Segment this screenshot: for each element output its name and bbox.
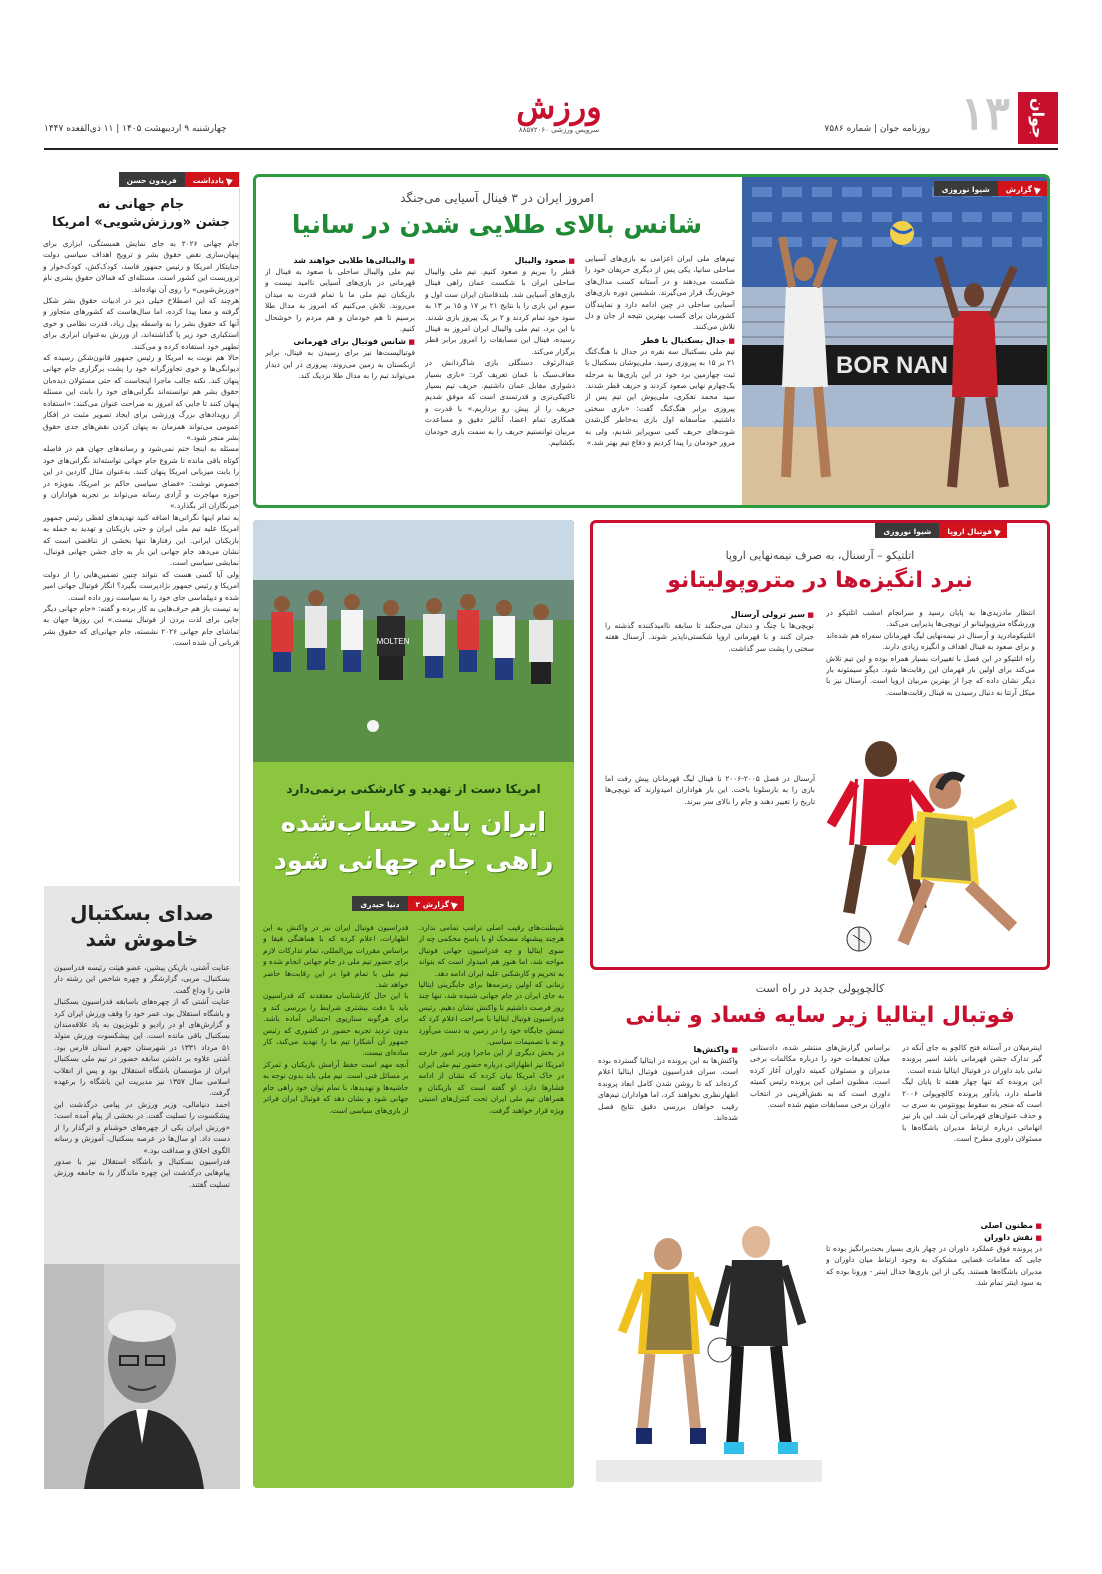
obituary-paragraph: فدراسیون بسکتبال و باشگاه استقلال نیز با صدور پیام‌هایی درگذشت این چهره ماندگار را به جامعه ورزش تسلیت گفتند. (54, 1156, 230, 1189)
europa-tag (875, 523, 1007, 538)
story-paragraph: توپچی‌ها با چنگ و دندان می‌جنگند تا سابقه ناامیدکننده گذشته را جبران کنند و با قهرمانی اروپا شکستی‌ناپذیر شوند. آرسنال هفته سختی را پشت سر گذاشت. (605, 621, 814, 653)
text-column (598, 1042, 738, 1212)
iran-story-columns (263, 922, 564, 1478)
subheading: ■ مظنون اصلی (826, 1221, 1042, 1230)
section-name: ورزش (516, 88, 602, 126)
subheading: ■ سیر تزولی آرسنال (605, 610, 814, 619)
story-paragraph: شیطنت‌های رقیب اصلی ترامپ تمامی ندارد. هرچند پیشنهاد مضحک او با پاسخ محکمی چه از سوی ایتالیا و چه فدراسیون جهانی فوتبال مواجه شد، اما هنوز هم امیدوار است که بتواند به تحریم و کارشکنی علیه ایران ادامه دهد. (418, 923, 564, 978)
page-header (44, 86, 1058, 150)
shirt-text: MOLTEN (376, 637, 410, 646)
note-tag (119, 172, 239, 187)
note-tag-label: یادداشت (192, 176, 224, 185)
arsenal-match-photo (817, 713, 1037, 963)
top-story-tag (934, 181, 1047, 196)
subheading: ■ واکنش‌ها (598, 1045, 738, 1054)
italy-kicker: کالچوپولی جدید در راه است (755, 982, 885, 995)
story-paragraph: عبدالرئوف دستگلی بازی شاگردانش در معاف‌سبک با عمان تعریف کرد: «بازی بسیار دشواری مقابل عمان داشتیم. حریف تیم بسیار تاکتیکی‌تری و قدرتمندی است که موفق شدیم حریف را از پیش رو برداریم.» با قدرت و همکاری تمام اعضا، آنالیز دقیق و مساعدت مربیان توانستیم حریف را به سمت بازی خودمان بکشانیم. (425, 358, 575, 448)
story-paragraph: تیم ملی بسکتبال سه نفره در جدال با هنگ‌کنگ ۲۱ بر ۱۵ به پیروزی رسید. ملی‌پوشان بسکتبال با ثبت چهارمین برد خود در این بازی‌ها به مرحله یک‌چهارم نهایی صعود کردند و حریف قطر شدند. سید محمد تفکری، ملی‌پوش این تیم پس از پیروزی برابر هنگ‌کنگ گفت: «بازی سختی داشتیم. متأسفانه اول بازی به‌خاطر گل‌شدن شوت‌های حریف کمی سوپرایز شدیم، ولی به مرور خودمان را پیدا کردیم و دفاع تیم بهتر شد.» (585, 346, 735, 448)
text-column (585, 253, 735, 501)
flag-icon (994, 527, 1002, 537)
europa-kicker: اتلتیکو – آرسنال، به صرف نیمه‌نهایی اروپا (725, 549, 915, 562)
iran-story-tag (352, 896, 464, 911)
europa-story-box (590, 520, 1050, 970)
note-column (44, 172, 240, 882)
subheading: ■ شانس فوتبال برای قهرمانی (265, 337, 415, 346)
text-column (605, 607, 814, 767)
top-story-title: شانس بالای طلایی شدن در سانیا (291, 210, 703, 239)
text-column (750, 1042, 890, 1212)
note-paragraph: مسئله به اینجا ختم نمی‌شود و رسانه‌های جهان هم در فاصله کوتاه باقی مانده تا شروع جام جهانی تواسته‌اند نگرانی‌های خود را بابت میزبانی امریکا پنهان کنند. به‌عنوان مثال گاردین در این خصوص نوشت: «فضای سیاسی حاکم بر امریکا، به‌ویژه در حوزه مهاجرت و آزادی رسانه می‌تواند بر تجربه هواداران و خبرنگاران اثر بگذارد.» (43, 444, 239, 511)
note-paragraph: ولی آیا کسی هست که نتواند چنین تضمین‌هایی را از دولت امریکا و رئیس جمهور نژادپرست بگیرد؟ انگار فوتبال جهانی امیر شده و دیپلماسی جای خود را به سیاست زور داده است. (43, 569, 239, 602)
top-story-columns (265, 253, 735, 501)
europa-title: نبرد انگیزه‌ها در متروپولیتانو (667, 568, 973, 593)
logo-text: جوان (1028, 97, 1048, 139)
page-number: ۱۳ (960, 86, 1010, 140)
note-title: جام جهانی نه جشن «ورزش‌شویی» امریکا (51, 197, 230, 230)
text-column (263, 922, 409, 1478)
note-paragraph: هرچند که این اصطلاح خیلی دیر در ادبیات حقوق بشر شکل گرفته و معنا پیدا کرده، اما سال‌هاست که کشورهای متجاوز و آنها که حقوق بشر را به واسطه پول زیاد، قدرت نظامی و خوی استکباری خود زیر پا گذاشته‌اند، از ورزش به‌عنوان ابزاری برای تطهیر خود استفاده کرده و می‌کنند. (43, 296, 239, 351)
note-paragraph: به تیست باز هم حرف‌هایی به کار برده و گفته: «جام جهانی دیگر جایی برای لذت بردن از فوتبال نیست.» این روزها جهان به تماشای جام جهانی ۲۰۲۶ نشسته، جام جهانی‌ای که حقوق بشر قربانی آن شده است. (43, 604, 239, 648)
story-paragraph: فدراسیون فوتبال ایران نیز در واکنش به این اظهارات، اعلام کرده که با هماهنگی فیفا و براساس مقررات بین‌المللی، تمام تدارکات لازم برای حضور تیم ملی در جام جهانی انجام شده و تیم ملی با تمام قوا در این رقابت‌ها حاضر خواهد شد. (263, 923, 409, 990)
top-story-box (253, 174, 1050, 508)
iran-story-kicker: امریکا دست از تهدید و کارشکنی برنمی‌دارد (286, 782, 541, 796)
story-paragraph: براساس گزارش‌های منتشر شده، دادستانی میلان تحقیقات خود را درباره مکالمات برخی مدیران و مسئولان کمیته داوران آغاز کرده است. مظنون اصلی این پرونده رئیس کمیته داوری است که به نقش‌آفرینی در انتخاب داوران برخی مسابقات متهم شده است. (750, 1043, 890, 1110)
story-paragraph: زمانی که اولین زمزمه‌ها برای جایگزینی ایتالیا به جای ایران در جام جهانی شنیده شد، تنها چند روز فرصت داشتیم تا واکنش نشان دهیم. رئیس فدراسیون فوتبال ایتالیا با صراحت اعلام کرد که تیمش جایگاه خود را در زمین به دست می‌آورد و نه با تصمیمات سیاسی. (418, 980, 564, 1047)
section-phone: سرویس ورزشی ۸۸۵۷۲۰۶۰ (518, 126, 600, 134)
subheading: ■ جدال بسکتبال با قطر (585, 336, 735, 345)
story-paragraph: این پرونده که تنها چهار هفته تا پایان لیگ فاصله دارد، یادآور پرونده کالچوپولی ۲۰۰۶ است که منجر به سقوط یوونتوس به سری ب و حذف عنوان‌های قهرمانی آن شد. این بار نیز اتهاماتی درباره ارتباط مدیران باشگاه‌ها با مسئولان داوری مطرح است. (902, 1077, 1042, 1144)
top-story-author: شیوا نوروزی (934, 181, 998, 196)
story-paragraph: اینترمیلان در آستانه فتح کالچو به جای آنکه در گیر تدارک جشن قهرمانی باشد اسیر پرونده تبانی باید داوران در فوتبال ایتالیا شده است. (902, 1043, 1042, 1075)
flag-icon (451, 900, 459, 910)
europa-tag-label: فوتبال اروپا (947, 527, 992, 536)
subheading: ■ صعود والیبال (425, 256, 575, 265)
date-line: چهارشنبه ۹ اردیبهشت ۱۴۰۵ | ۱۱ ذی‌القعده ۱۴۴۷ (44, 124, 227, 134)
team-training-photo (253, 520, 574, 762)
section-title (514, 88, 604, 134)
beach-volleyball-photo (742, 177, 1047, 505)
story-paragraph: آرسنال در فصل ۲۰۰۵-۲۰۰۶ تا فینال لیگ قهرمانان پیش رفت اما بازی را به بارسلونا باخت. این بار هواداران امیدوارند که توپچی‌ها تاریخ را تغییر دهند و جام را بالای سر ببرند. (605, 774, 815, 806)
note-paragraph: حالا هم نوبت به امریکا و رئیس جمهور قانون‌شکن رسیده که دیوانگی‌ها و خوی تجاوزگرانه خود را پشت برگزاری جام جهانی پنهان کند. نکته جالب ماجرا اینجاست که حتی مسئولان دیده‌بان حقوق بشر هم توانسته‌اند نگرانی‌های خود را بابت این مسئله پنهان کنند تا جایی که امروز به صراحت عنوان می‌کنند: «استفاده از رویدادهای بزرگ ورزشی برای ایجاد تصویر مثبت در افکار عمومی می‌تواند همزمان به پنهان کردن نقض‌های جدی حقوق بشر منجر شود.» (43, 353, 239, 442)
europa-text-lower (605, 773, 815, 963)
story-paragraph: در پرونده فوق عملکرد داوران در چهار بازی بسیار بحث‌برانگیز بوده تا جایی که مقامات قضایی مشکوک به وجود ارتباط میان داوران و مدیران باشگاه‌ها هستند. یکی از این بازی‌ها جدال اینتر - ورونا بوده که به سود اینتر تمام شد. (826, 1244, 1042, 1288)
italy-story (590, 978, 1050, 1488)
newspaper-logo (1018, 92, 1058, 144)
note-paragraph: جام جهانی ۲۰۲۶ به جای نمایش همبستگی، ابزاری برای پنهان‌سازی نقض حقوق بشر و ترویج اهداف سیاسی دولت جنایتکار امریکا و رئیس جمهور فاسد، کودک‌کش، کودک‌خوار و تروریست این کشور است. مسئله‌ای که فمالان حقوق بشری نام «ورزش‌شویی» را روی آن نهاده‌اند. (43, 239, 239, 294)
flag-icon (1034, 185, 1042, 195)
referee-photo (596, 1214, 822, 1482)
top-story-kicker: امروز ایران در ۳ فینال آسیایی می‌جنگد (400, 191, 594, 205)
story-paragraph: در بخش دیگری از این ماجرا وزیر امور خارجه امریکا نیز اظهاراتی درباره حضور تیم ملی ایران در خاک امریکا بیان کرده که نشان از ادامه فشارها دارد. او گفته است که بازیکنان و همراهان تیم ملی ایران تحت کنترل‌های امنیتی ویژه قرار خواهند گرفت. (418, 1048, 564, 1115)
obituary-paragraph: احمد دنیامالی، وزیر ورزش در پیامی درگذشت این پیشکسوت را تسلیت گفت. در بخشی از پیام آمده است: «ورزش ایران یکی از چهره‌های خوشنام و اثرگذار را از دست داد. او سال‌ها در عرصه بسکتبال، آموزش و رسانه الگوی اخلاق و صداقت بود.» (54, 1099, 230, 1155)
subheading: ■ نقش داوران (826, 1233, 1042, 1242)
text-column (902, 1042, 1042, 1212)
board-text: BOR NAN (836, 352, 948, 379)
europa-author: شیوا نوروزی (875, 523, 939, 538)
subheading: ■ والیبالی‌ها طلایی خواهند شد (265, 256, 415, 265)
obituary-body (54, 962, 230, 1262)
paper-info: روزنامه جوان | شماره ۷۵۸۶ (824, 124, 930, 134)
text-column (419, 922, 565, 1478)
story-paragraph: واکنش‌ها به این پرونده در ایتالیا گسترده بوده است. سران فدراسیون فوتبال ایتالیا اعلام کرده‌اند که تا روشن شدن کامل ابعاد پرونده اظهارنظری نخواهند کرد، اما هواداران تیم‌های رقیب خواهان بررسی دقیق نتایج فصل شده‌اند. (598, 1056, 738, 1123)
story-paragraph: تیم ملی والیبال ساحلی با صعود به فینال از قهرمانی در بازی‌های آسیایی ناامید نیست و بازیکنان تیم ملی ما با تمام قدرت به میدان می‌روند. تلاش می‌کنیم که امروز به مدال طلا برسیم تا هم خودمان و هم مردم را خوشحال کنیم. (265, 267, 415, 334)
obituary-paragraph: عنایت آشتی که از چهره‌های باسابقه فدراسیون بسکتبال و باشگاه استقلال بود، عمر خود را وقف ورزش ایران کرد و گزارش‌های او در رادیو و تلویزیون به یاد علاقه‌مندان بسکتبال باقی مانده است. این پیشکسوت ورزش متولد ۵۱ مرداد ۱۳۳۱ در شهرستان جهرم استان فارس بود. آشتی علاوه بر داشتن سابقه حضور در تیم ملی بسکتبال ایران از مؤسسان باشگاه استقلال بود و پس از انقلاب اسلامی سال ۱۳۵۷ نیز مدیریت این باشگاه را برعهده گرفت. (54, 997, 230, 1098)
text-column (425, 253, 575, 501)
obituary-paragraph: عنایت آشتی، بازیکن پیشین، عضو هیئت رئیسه فدراسیون بسکتبال، مربی، گزارشگر و چهره شاخص این رشته دار فانی را وداع گفت. (54, 963, 230, 995)
note-author: فریدون حسن (119, 172, 185, 187)
story-paragraph: راه اتلتیکو در این فصل با تغییرات بسیار همراه بوده و این تیم تلاش می‌کند برای اولین بار قهرمان این رقابت‌ها شود. دیگو سیمئونه بار دیگر نشان داده که چرا از بهترین مربیان اروپا است. آرسنال نیز با میکل آرتتا به دنبال رسیدن به فینال رقابت‌هاست. (826, 653, 1035, 697)
story-paragraph: با این حال کارشناسان معتقدند که فدراسیون باید با دقت بیشتری شرایط را بررسی کند و برای هرگونه سناریوی احتمالی آماده باشد. بدون تردید تجربه حضور در کشوری که رئیس جمهور آن آشکارا تیم ما را تهدید می‌کند، کار ساده‌ای نیست. (263, 991, 409, 1058)
obituary-title: صدای بسکتبال خاموش شد (70, 901, 214, 951)
iran-story-author: دنیا حیدری (352, 896, 407, 911)
story-paragraph: انتظار مادریدی‌ها به پایان رسید و سرانجام امشب اتلتیکو در ورزشگاه متروپولیتانو از توپچی‌ها پذیرایی می‌کند. (826, 608, 1035, 629)
story-paragraph: فوتبالیست‌ها نیز برای رسیدن به فینال، برابر ازبکستان به زمین می‌روند. پیروزی در این دیدار می‌تواند تیم را به مدال طلا نزدیک کند. (265, 348, 415, 381)
lead-paragraph: تیم‌های ملی ایران اعزامی به بازی‌های آسیایی ساحلی سانیا، یکی پس از دیگری حریفان خود را شکست می‌دهند و در آستانه کسب مدال‌های خوش‌رنگ قرار می‌گیرند. ششمین دوره بازی‌های آسیایی ساحلی در چین ادامه دارد و نمایندگان کشورمان برای کسب بهترین نتیجه از جان و دل تلاش می‌کنند. (585, 254, 735, 332)
flag-icon (226, 176, 234, 186)
italy-text-lower (826, 1218, 1042, 1480)
obituary-box (44, 886, 240, 1489)
top-story-tag-label: گزارش (1005, 185, 1032, 194)
portrait-photo (44, 1264, 240, 1489)
iran-story-tag-label: گزارش ۲ (415, 900, 449, 909)
story-paragraph: قطر را ببریم و صعود کنیم. تیم ملی والیبال ساحلی ایران با شکست عمان راهی فینال بازی‌های آسیایی شد. بلندقامتان ایران ست اول و سوم این بازی را با نتایج ۲۱ بر ۱۷ و ۱۵ بر ۱۳ به سود خود تمام کردند و ۲ بر یک پیروز بازی شدند. با این برد، تیم ملی والیبال ایران امروز به فینال رسیده، فینال این مسابقات را امروز برابر قطر برگزار می‌کند. (425, 267, 575, 356)
iran-story-title: ایران باید حساب‌شده راهی جام جهانی شود (273, 808, 554, 876)
iran-story-box (253, 520, 574, 1488)
story-paragraph: آنچه مهم است حفظ آرامش بازیکنان و تمرکز بر مسائل فنی است. تیم ملی باید بدون توجه به حاشیه‌ها و تهدیدها، با تمام توان خود راهی جام جهانی شود و نشان دهد که فوتبال ایران فراتر از بازی‌های سیاسی است. (263, 1059, 409, 1115)
italy-columns (598, 1042, 1042, 1212)
story-paragraph: اتلتیکومادرید و آرسنال در نیمه‌نهایی لیگ قهرمانان سه‌راه هم شده‌اند و برای صعود به فینال اهداف و انگیزه زیادی دارند. (826, 630, 1035, 652)
text-column (265, 253, 415, 501)
italy-title: فوتبال ایتالیا زیر سایه فساد و تبانی (625, 1003, 1015, 1028)
note-paragraph: به تمام اینها نگرانی‌ها اضافه کنید تهدیدهای لفظی رئیس جمهور امریکا علیه تیم ملی ایران و حتی بازیکنان و تهدید به حمله به بازیکنان ایرانی. این رفتارها تنها بخشی از تناقضی است که نشان می‌دهد جام جهانی این بار به جای جشن جهانی فوتبال، نمایشی سیاسی است. (43, 512, 239, 568)
note-body (43, 238, 239, 878)
